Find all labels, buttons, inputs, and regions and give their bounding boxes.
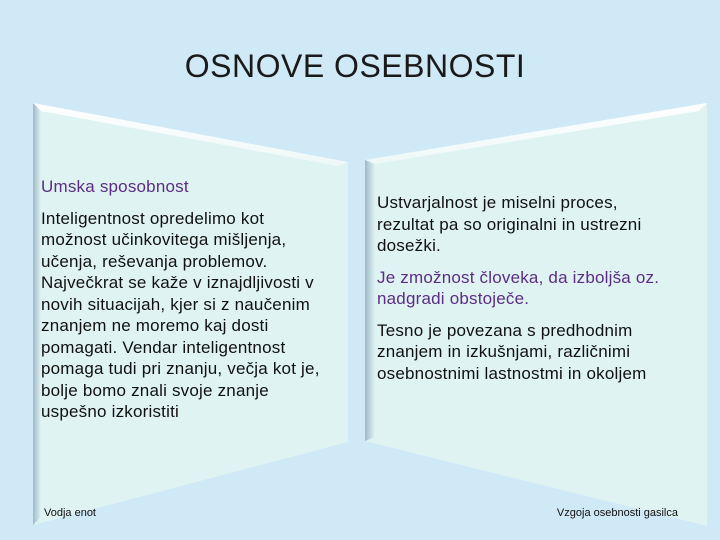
right-paragraph-2: Je zmožnost človeka, da izboljša oz. nadgradi obstoječe. bbox=[377, 267, 660, 308]
footer-right: Vzgoja osebnosti gasilca bbox=[556, 507, 678, 519]
right-paragraph-3: Tesno je povezana s predhodnim znanjem in izkušnjami, različnimi osebnostnimi lastnostmi in okoljem bbox=[377, 320, 647, 383]
left-term: Inteligentnost bbox=[41, 208, 145, 228]
left-panel-left-bevel bbox=[33, 103, 41, 525]
right-paragraph-1 bbox=[377, 192, 677, 257]
right-body-1: je miselni proces, rezultat pa so originalni in ustrezni dosežki. bbox=[377, 193, 642, 255]
left-body: opredelimo kot možnost učinkovitega mišljenja, učenja, reševanja problemov. Največkrat se kaže v iznajdljivosti v novih situacijah, kjer si z naučenim znanjem ne moremo kaj dosti pomagati. Vendar inteligentnost pomaga tudi pri znanju, večja kot je, bolje bomo znali svoje znanje uspešno izkoristiti bbox=[41, 208, 320, 421]
left-heading: Umska sposobnost bbox=[41, 177, 189, 196]
footer-left: Vodja enot bbox=[44, 507, 96, 519]
left-text-column bbox=[41, 176, 331, 423]
right-panel-left-bevel bbox=[365, 160, 375, 441]
right-text-column bbox=[377, 192, 677, 394]
left-paragraph bbox=[41, 208, 331, 423]
slide-title: OSNOVE OSEBNOSTI bbox=[184, 48, 526, 84]
right-term: Ustvarjalnost bbox=[377, 193, 478, 212]
